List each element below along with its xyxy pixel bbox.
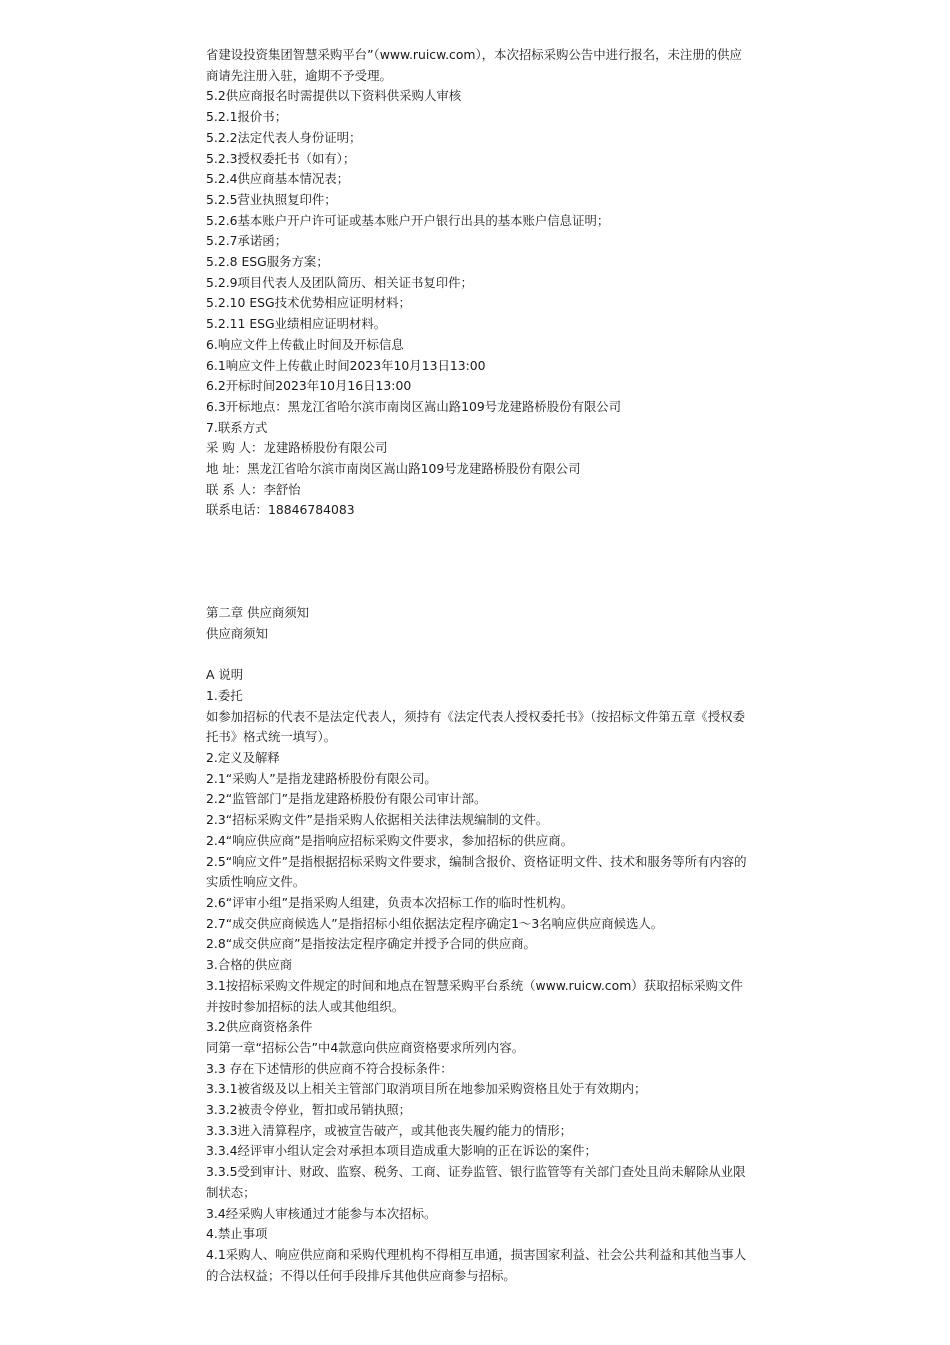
heading-1: 1.委托: [206, 687, 243, 703]
definition-item: 2.3“招标采购文件”是指采购人依据相关法律法规编制的文件。: [206, 812, 549, 828]
heading-3-3: 3.3 存在下述情形的供应商不符合投标条件：: [206, 1060, 453, 1076]
list-item: 3.4经采购人审核通过才能参与本次招标。: [206, 1205, 437, 1221]
list-item: 5.2.8 ESG服务方案；: [206, 254, 329, 270]
paragraph: 4.1采购人、响应供应商和采购代理机构不得相互串通，损害国家利益、社会公共利益和其他当事人的合法权益；不得以任何手段排斥其他供应商参与招标。: [206, 1246, 747, 1283]
heading-6: 6.响应文件上传截止时间及开标信息: [206, 336, 404, 352]
definition-item: 2.7“成交供应商候选人”是指招标小组依据法定程序确定1～3名响应供应商候选人。: [206, 915, 664, 931]
list-item: 5.2.7承诺函；: [206, 233, 288, 249]
paragraph: 3.1按招标采购文件规定的时间和地点在智慧采购平台系统（www.ruicw.com）获取招标采购文件并按时参加招标的法人或其他组织。: [206, 977, 743, 1014]
contact-address: 地 址：黑龙江省哈尔滨市南岗区嵩山路109号龙建路桥股份有限公司: [206, 461, 581, 477]
list-item: 5.2.11 ESG业绩相应证明材料。: [206, 316, 387, 332]
list-item: 5.2.2法定代表人身份证明；: [206, 129, 362, 145]
list-item: 3.3.2被责令停业，暂扣或吊销执照；: [206, 1102, 411, 1118]
heading-a: A 说明: [206, 667, 244, 683]
list-item: 5.2.1报价书；: [206, 109, 288, 125]
list-item: 3.3.5受到审计、财政、监察、税务、工商、证券监管、银行监管等有关部门查处且尚未解除从业限制状态；: [206, 1164, 746, 1200]
list-item: 5.2.6基本账户开户许可证或基本账户开户银行出具的基本账户信息证明；: [206, 212, 610, 228]
list-item: 3.3.1被省级及以上相关主管部门取消项目所在地参加采购资格且处于有效期内；: [206, 1081, 647, 1097]
chapter-title: 第二章 供应商须知: [206, 605, 310, 621]
heading-3: 3.合格的供应商: [206, 957, 293, 973]
paragraph: 同第一章“招标公告”中4款意向供应商资格要求所列内容。: [206, 1039, 525, 1055]
paragraph-registration-note: 省建设投资集团智慧采购平台”（www.ruicw.com），本次招标采购公告中进行报名，未注册的供应商请先注册入驻，逾期不予受理。: [206, 47, 742, 83]
definition-item: 2.1“采购人”是指龙建路桥股份有限公司。: [206, 770, 437, 786]
definition-item: 2.5“响应文件”是指根据招标采购文件要求，编制含报价、资格证明文件、技术和服务等所有内容的实质性响应文件。: [206, 853, 747, 890]
list-item: 5.2.5营业执照复印件；: [206, 191, 337, 207]
document-page: [206, 45, 751, 1286]
heading-3-2: 3.2供应商资格条件: [206, 1019, 313, 1035]
definition-item: 2.2“监管部门”是指龙建路桥股份有限公司审计部。: [206, 791, 487, 807]
definition-item: 2.4“响应供应商”是指响应招标采购文件要求，参加招标的供应商。: [206, 832, 574, 848]
list-item: 5.2.4供应商基本情况表；: [206, 171, 350, 187]
heading-5-2: 5.2供应商报名时需提供以下资料供采购人审核: [206, 88, 462, 104]
list-item: 3.3.4经评审小组认定会对承担本项目造成重大影响的正在诉讼的案件；: [206, 1143, 597, 1159]
contact-purchaser: 采 购 人：龙建路桥股份有限公司: [206, 440, 388, 456]
heading-7: 7.联系方式: [206, 419, 268, 435]
spacer: [206, 521, 751, 603]
upload-deadline: 6.1响应文件上传截止时间2023年10月13日13:00: [206, 357, 486, 373]
contact-person: 联 系 人：李舒怡: [206, 481, 301, 497]
chapter-subtitle: 供应商须知: [206, 625, 268, 641]
contact-phone: 联系电话：18846784083: [206, 502, 355, 518]
spacer: [206, 645, 751, 666]
opening-location: 6.3开标地点：黑龙江省哈尔滨市南岗区嵩山路109号龙建路桥股份有限公司: [206, 398, 622, 414]
heading-2: 2.定义及解释: [206, 750, 280, 766]
list-item: 3.3.3进入清算程序，或被宣告破产，或其他丧失履约能力的情形；: [206, 1122, 573, 1138]
list-item: 5.2.9项目代表人及团队简历、相关证书复印件；: [206, 274, 473, 290]
heading-4: 4.禁止事项: [206, 1226, 268, 1242]
paragraph: 如参加招标的代表不是法定代表人，须持有《法定代表人授权委托书》（按招标文件第五章《授权委托书》格式统一填写）。: [206, 708, 745, 745]
definition-item: 2.6“评审小组”是指采购人组建，负责本次招标工作的临时性机构。: [206, 895, 574, 910]
list-item: 5.2.10 ESG技术优势相应证明材料；: [206, 295, 411, 311]
definition-item: 2.8“成交供应商”是指按法定程序确定并授予合同的供应商。: [206, 936, 536, 952]
opening-time: 6.2开标时间2023年10月16日13:00: [206, 378, 412, 394]
list-item: 5.2.3授权委托书（如有）；: [206, 150, 356, 166]
